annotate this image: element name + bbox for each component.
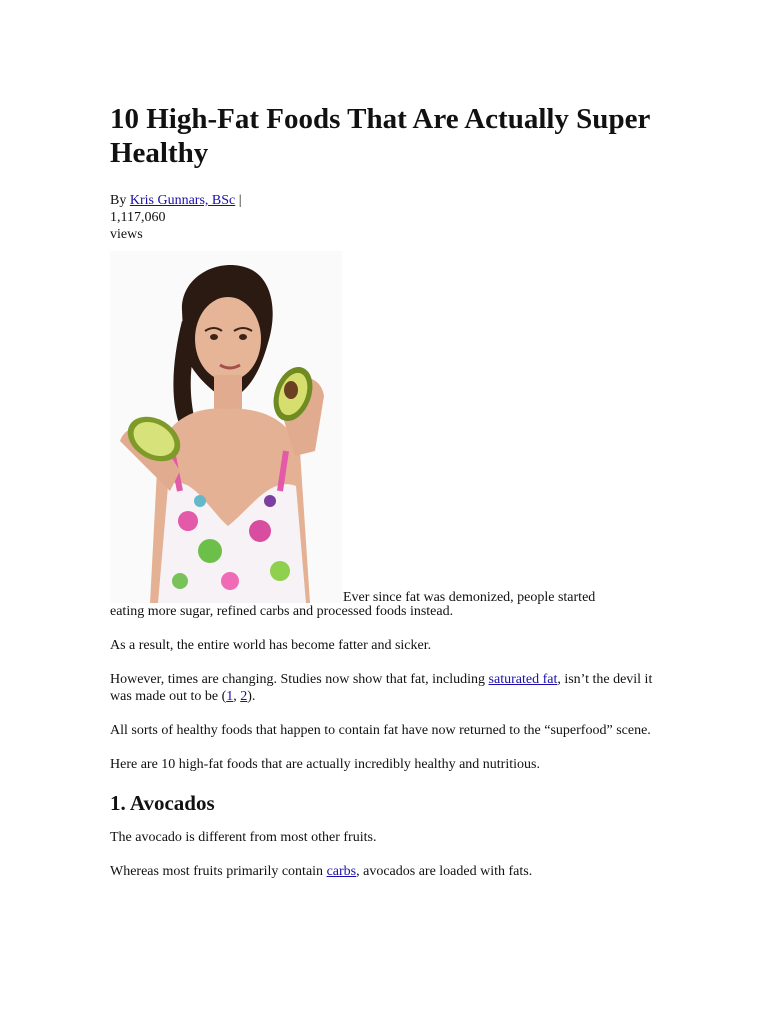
article [110,102,655,897]
avocado-paragraph-2 [110,863,655,880]
article-title: 10 High-Fat Foods That Are Actually Super Healthy [110,103,650,169]
carbs-link[interactable]: carbs [326,864,357,879]
hero-section [110,251,655,603]
paragraph-changing-text-a: However, times are changing. Studies now show that fat, including [110,672,489,687]
reference-separator: , [233,689,241,704]
views-count: 1,117,060 [110,210,166,225]
section-heading-avocados: 1. Avocados [110,791,215,815]
author-link[interactable]: Kris Gunnars, BSc [129,193,236,208]
intro-text-rest: eating more sugar, refined carbs and processed foods instead. [110,604,454,619]
views-label: views [110,227,143,242]
paragraph-superfood: All sorts of healthy foods that happen to contain fat have now returned to the “superfood” scene. [110,723,651,738]
paragraph-changing-end: ). [247,689,256,704]
paragraph-result: As a result, the entire world has become fatter and sicker. [110,638,432,653]
byline-prefix: By [110,193,130,208]
avocado-paragraph-2-text-b: , avocados are loaded with fats. [356,864,533,879]
saturated-fat-link[interactable]: saturated fat [488,672,558,687]
intro-text-start: Ever since fat was demonized, people started [343,590,596,605]
paragraph-changing-text-b: , isn’t the devil it was made out to be ( [110,672,653,704]
paragraph-list-intro: Here are 10 high-fat foods that are actually incredibly healthy and nutritious. [110,757,540,772]
byline-separator: | [235,193,242,208]
byline [110,192,655,209]
reference-link-1[interactable]: 1 [226,689,234,704]
avocado-paragraph-1: The avocado is different from most other fruits. [110,830,377,845]
reference-link-2[interactable]: 2 [240,689,248,704]
avocado-paragraph-2-text-a: Whereas most fruits primarily contain [110,864,327,879]
paragraph-changing [110,671,655,705]
hero-image [110,251,342,603]
